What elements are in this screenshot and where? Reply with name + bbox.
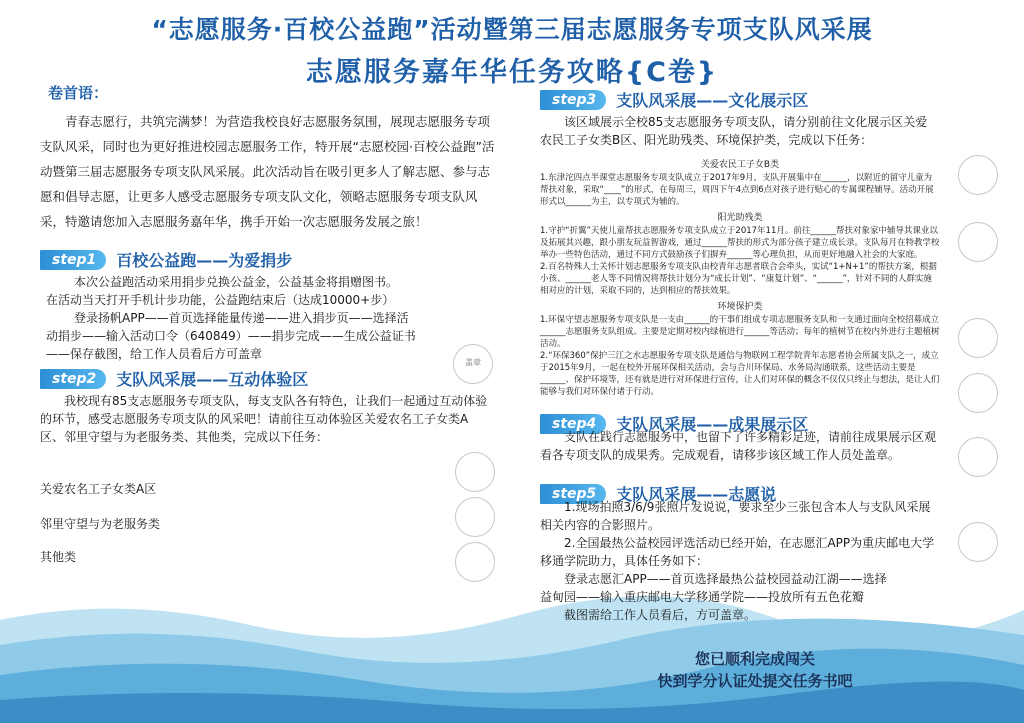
section-item: 2.百名特殊人士关怀计划志愿服务专项支队由校青年志愿者联合会牵头，实试“1+N+1”的帮扶方案，根据小孩、______老人等不同情况将帮扶计划分为“成长计划”、“康复计划”、“______”，针对不同的人群实施相对应的计划，采取不同的，达到相应的帮扶效果。 xyxy=(540,262,937,296)
step3-header xyxy=(540,88,1015,111)
step3-sections xyxy=(540,157,940,398)
stamp-circle[interactable] xyxy=(958,222,998,262)
step1-line: ——保存截图，给工作人员看后方可盖章 xyxy=(46,347,263,361)
stamp-circle[interactable] xyxy=(455,497,495,537)
section-item: 1.守护“折翼”天使儿童帮扶志愿服务专项支队成立于2017年11月。前往______帮扶对象家中辅导其课业以及拓展其兴趣，跟小朋友玩益智游戏，通过______帮扶的形式为部分孩子建立成长录。支队每月在特教学校举办一些特色活动，通过不同方式鼓励孩子们摒弃______等心理负担，从而更好地融入社会的大家庭。 xyxy=(540,226,940,260)
seal-label: 盖章 xyxy=(465,358,481,367)
section-item: 1.环保守望志愿服务专项支队是一支由______的干事们组成专项志愿服务支队和一支通过面向全校招募成立______志愿服务支队组成。主要是定期对校内绿植进行______等活动；每年的植树节在校内外进行主题植树活动。 xyxy=(540,315,940,349)
step3-intro: 该区域展示全校85支志愿服务专项支队，请分别前往文化展示区关爱农民工子女类B区、阳光助残类、环境保护类，完成以下任务： xyxy=(540,115,928,147)
section-heading: 阳光助残类 xyxy=(717,213,763,223)
step5-body xyxy=(540,498,940,624)
step1-body xyxy=(46,273,500,363)
step4-badge: step4 xyxy=(540,414,606,434)
ending-line2: 快到学分认证处提交任务书吧 xyxy=(657,672,853,690)
step5-title: 支队风采展——志愿说 xyxy=(616,485,777,504)
step2-title: 支队风采展——互动体验区 xyxy=(116,370,309,389)
right-column xyxy=(540,88,1015,622)
step3-title: 支队风采展——文化展示区 xyxy=(616,91,809,110)
step3-badge: step3 xyxy=(540,90,606,110)
step1-title: 百校公益跑——为爱捐步 xyxy=(116,251,293,270)
section-heading: 环境保护类 xyxy=(717,302,763,312)
section-item: 2.“环保360”保护三江之水志愿服务专项支队是通信与物联网工程学院青年志愿者协会所属支队之一，成立于2015年9月，一起在校外开展环保相关活动，会与合川环保局、水务局沟通联系，这些活动主要是______、保护环境等，还有就是进行对环保进行宣传，让人们对环保的概念不仅仅只终止与想法，是让人们能够与我们对环保付诸于行动。 xyxy=(540,351,940,397)
step5-item2: 2.全国最热公益校园评选活动已经开始，在志愿汇APP为重庆邮电大学移通学院助力，具体任务如下： xyxy=(540,536,935,568)
step5-line: 益甸园——输入重庆邮电大学移通学院——投放所有五色花瓣 xyxy=(540,590,865,604)
step4-title: 支队风采展——成果展示区 xyxy=(616,415,809,434)
ending-line1: 您已顺利完成闯关 xyxy=(694,650,815,668)
page-title: “志愿服务·百校公益跑”活动暨第三届志愿服务专项支队风采展 xyxy=(151,15,873,44)
step2-badge: step2 xyxy=(40,369,106,389)
step4-text: 支队在践行志愿服务中，也留下了许多精彩足迹，请前往成果展示区观看各专项支队的成果秀。完成观看，请移步该区域工作人员处盖章。 xyxy=(540,430,937,462)
section-item: 1.东津沱四点半课堂志愿服务专项支队成立于2017年9月，支队开展集中在______，以附近的留守儿童为帮扶对象，采取“____”的形式，在每周三，周四下午4点到6点对孩子进行贴心的专属课程辅导。活动开展形式以______为主，以专项式为辅的。 xyxy=(540,173,934,207)
stamp-circle[interactable] xyxy=(958,373,998,413)
stamp-circle[interactable] xyxy=(958,155,998,195)
task-label: 关爱农名工子女类A区 xyxy=(40,482,157,496)
step2-header xyxy=(40,367,500,390)
step5-item1: 1.现场拍照3/6/9张照片发说说，要求至少三张包含本人与支队风采展相关内容的合影照片。 xyxy=(540,500,931,532)
page-subtitle: 志愿服务嘉年华任务攻略{C卷} xyxy=(305,57,719,88)
stamp-circle[interactable] xyxy=(455,452,495,492)
stamp-circle[interactable] xyxy=(958,437,998,477)
stamp-circle[interactable] xyxy=(958,318,998,358)
ending-message xyxy=(590,648,920,692)
step1-badge: step1 xyxy=(40,250,106,270)
step5-last: 截图需给工作人员看后，方可盖章。 xyxy=(564,608,757,622)
step5-badge: step5 xyxy=(540,484,606,504)
step1-line: 动捐步——输入活动口令（640849）——捐步完成——生成公益证书 xyxy=(46,329,416,343)
task-label: 其他类 xyxy=(40,550,77,564)
step1-line: 登录扬帆APP——首页选择能量传递——进入捐步页——选择活 xyxy=(74,311,409,325)
step5-line: 登录志愿汇APP——首页选择最热公益校园益动江湖——选择 xyxy=(564,572,887,586)
step1-line: 本次公益跑活动采用捐步兑换公益金，公益基金将捐赠图书。 xyxy=(74,275,399,289)
preface-heading: 卷首语： xyxy=(48,84,109,102)
section-heading: 关爱农民工子女B类 xyxy=(700,160,780,170)
left-column xyxy=(40,82,500,446)
step2-text: 我校现有85支志愿服务专项支队，每支支队各有特色，让我们一起通过互动体验的环节，感受志愿服务专项支队的风采吧！请前往互动体验区关爱农名工子女类A区、邻里守望与为老服务类、其他类，完成以下任务： xyxy=(40,394,488,444)
task-label: 邻里守望与为老服务类 xyxy=(40,517,161,531)
preface-text: 青春志愿行，共筑完满梦！为营造我校良好志愿服务氛围，展现志愿服务专项支队风采，同时也为更好推进校园志愿服务工作，特开展“志愿校园·百校公益跑”活动暨第三届志愿服务专项支队风采展。此次活动旨在吸引更多人了解志愿、参与志愿和倡导志愿，让更多人感受志愿服务专项支队文化，领略志愿服务专项支队风采，特邀请您加入志愿服务嘉年华，携手开始一次志愿服务发展之旅！ xyxy=(40,114,495,229)
step1-header xyxy=(40,248,500,271)
step1-line: 在活动当天打开手机计步功能，公益跑结束后（达成10000+步） xyxy=(46,293,395,307)
stamp-circle[interactable] xyxy=(455,542,495,582)
stamp-circle[interactable] xyxy=(958,522,998,562)
